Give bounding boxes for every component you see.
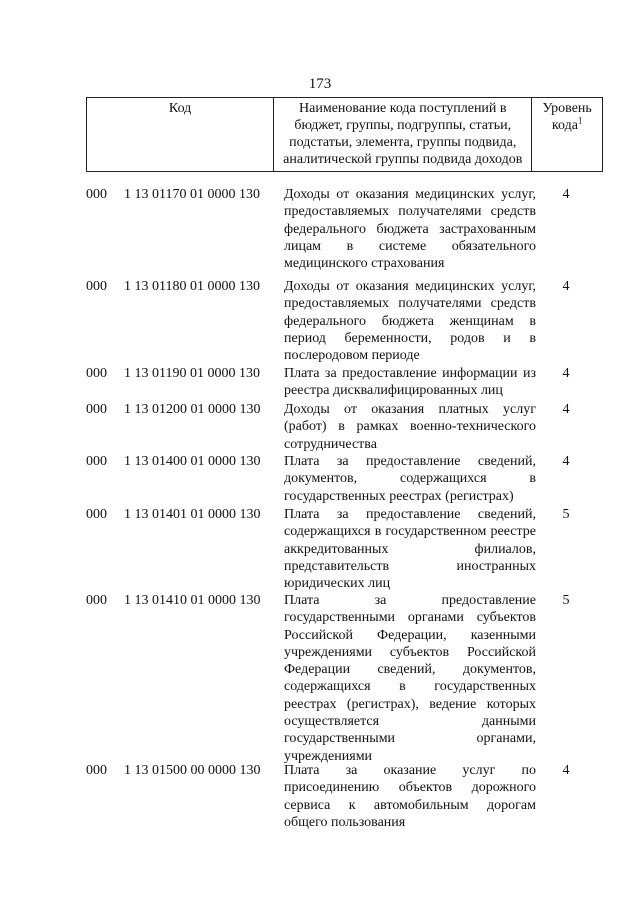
income-code: 1 13 01170 01 0000 130	[124, 187, 260, 202]
admin-code: 000	[86, 763, 107, 778]
admin-code: 000	[86, 507, 107, 522]
code-level: 4	[562, 402, 570, 417]
income-name: Плата за оказание услуг по присоединению объектов дорожного сервиса к автомобильным дорогам общего пользования	[284, 763, 536, 830]
income-name: Плата за предоставление государственными органами субъектов Российской Федерации, казенными учреждениями субъектов Российской Федерации сведений, документов, содержащихся в государственных реестрах (регистрах), ведение которых осуществляется данными государственными органами, учреждениями	[284, 593, 536, 764]
code-level: 4	[562, 187, 570, 202]
table-row	[86, 762, 603, 834]
income-name: Доходы от оказания платных услуг (работ) в рамках военно-технического сотрудничества	[284, 402, 536, 452]
code-level: 4	[562, 454, 570, 469]
table-row	[86, 401, 603, 453]
header-name-label: Наименование кода поступлений в бюджет, группы, подгруппы, статьи, подстатьи, элемента, группы подвида, аналитической группы подвида доходов	[283, 101, 523, 167]
income-code: 1 13 01180 01 0000 130	[124, 279, 260, 294]
table-header	[86, 97, 603, 172]
income-code: 1 13 01401 01 0000 130	[124, 507, 261, 522]
code-level: 4	[562, 763, 570, 778]
footnote-marker: 1	[577, 115, 583, 126]
code-level: 4	[562, 279, 570, 294]
income-code: 1 13 01410 01 0000 130	[124, 593, 261, 608]
header-code-label: Код	[168, 101, 192, 116]
header-level-cell	[532, 98, 603, 172]
table-row	[86, 278, 603, 365]
table-row	[86, 186, 603, 278]
admin-code: 000	[86, 187, 107, 202]
income-name: Плата за предоставление информации из реестра дисквалифицированных лиц	[284, 366, 536, 399]
header-code-cell	[87, 98, 274, 172]
admin-code: 000	[86, 366, 107, 381]
admin-code: 000	[86, 279, 107, 294]
page-number: 173	[308, 76, 332, 92]
income-code: 1 13 01200 01 0000 130	[124, 402, 261, 417]
header-name-cell	[274, 98, 532, 172]
admin-code: 000	[86, 593, 107, 608]
code-level: 4	[562, 366, 570, 381]
income-code: 1 13 01400 01 0000 130	[124, 454, 261, 469]
table-row	[86, 453, 603, 506]
income-name: Доходы от оказания медицинских услуг, предоставляемых получателями средств федерального бюджета женщинам в период беременности, родов и в послеродовом периоде	[284, 279, 536, 364]
income-name: Доходы от оказания медицинских услуг, предоставляемых получателями средств федерального бюджета застрахованным лицам в системе обязательного медицинского страхования	[284, 187, 536, 272]
table-row	[86, 365, 603, 401]
income-name: Плата за предоставление сведений, содержащихся в государственном реестре аккредитованных филиалов, представительств иностранных юридических лиц	[284, 507, 536, 592]
table-row	[86, 592, 603, 762]
income-codes-list	[86, 186, 603, 834]
table-row	[86, 506, 603, 592]
income-code: 1 13 01190 01 0000 130	[124, 366, 260, 381]
code-level: 5	[562, 507, 570, 522]
admin-code: 000	[86, 454, 107, 469]
header-level-label: Уровень кода	[542, 101, 592, 133]
admin-code: 000	[86, 402, 107, 417]
income-name: Плата за предоставление сведений, документов, содержащихся в государственных реестрах (регистрах)	[284, 454, 536, 504]
income-code: 1 13 01500 00 0000 130	[124, 763, 261, 778]
code-level: 5	[562, 593, 570, 608]
